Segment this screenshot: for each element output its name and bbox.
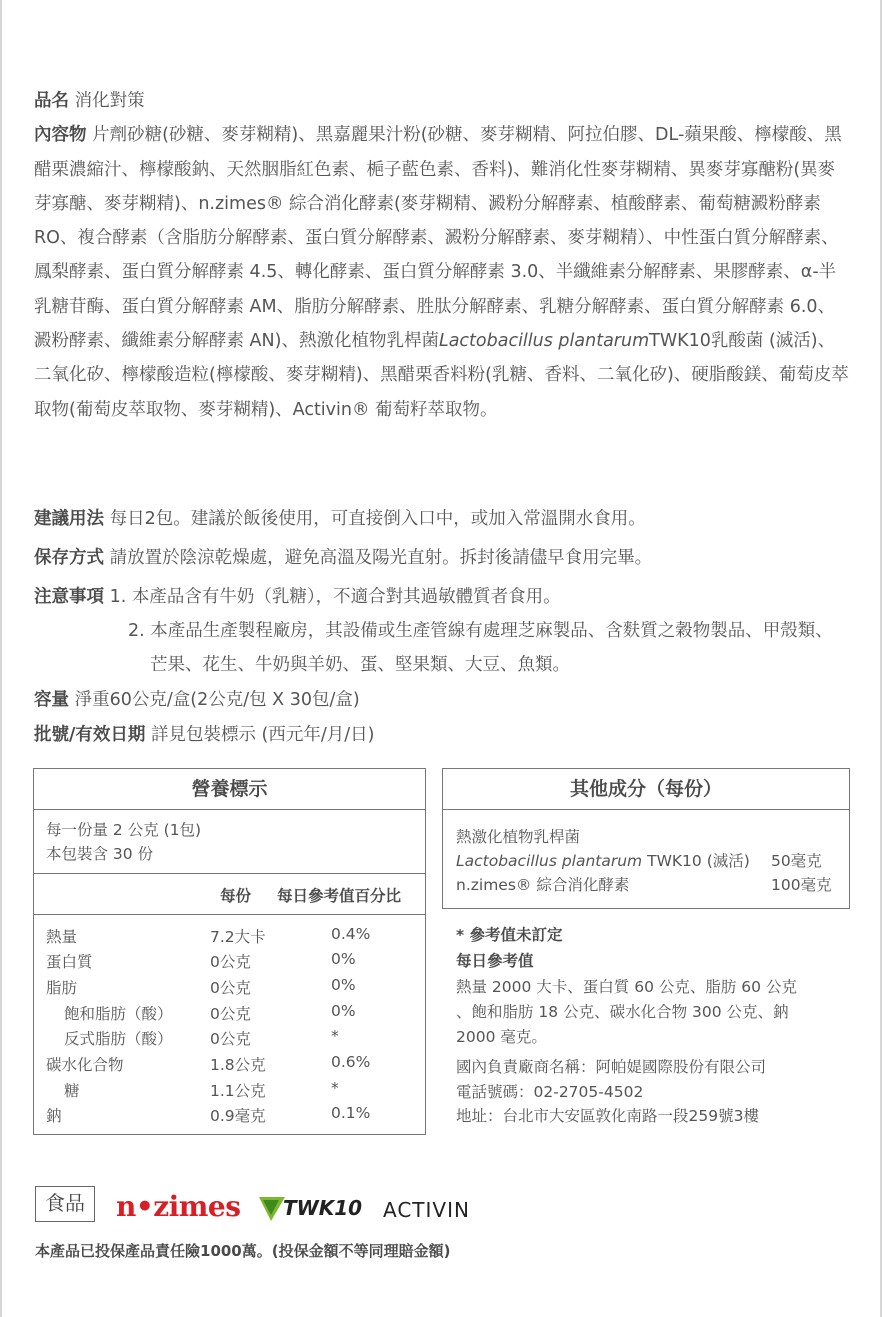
- phone: 電話號碼：02-2705-4502: [456, 1083, 644, 1101]
- nutrient-daily-value: 0%: [331, 976, 356, 994]
- nutrient-name: 鈉: [46, 1107, 62, 1125]
- col-daily-value: 每日參考值百分比: [277, 887, 402, 905]
- nutrient-per-serving: 1.1公克: [210, 1082, 266, 1100]
- capacity: [34, 686, 360, 711]
- lot-expiry: [34, 721, 375, 746]
- lot-label: 批號/有效日期: [34, 725, 146, 745]
- nutrient-daily-value: 0.4%: [331, 925, 371, 943]
- nutrient-per-serving: 1.8公克: [210, 1056, 266, 1074]
- nutrient-per-serving: 0公克: [210, 1005, 251, 1023]
- other-ingredients-table: [442, 768, 850, 909]
- nutrient-daily-value: *: [331, 1027, 339, 1045]
- twk10-text: TWK10: [283, 1196, 363, 1220]
- storage: [34, 544, 652, 569]
- other-item-1-value: 50毫克: [771, 852, 822, 870]
- food-mark: 食品: [35, 1186, 95, 1222]
- other-item-1-line1: 熱激化植物乳桿菌: [456, 828, 581, 846]
- lot-value: 詳見包裝標示 (西元年/月/日): [150, 725, 375, 745]
- other-item-2-name: n.zimes® 綜合消化酵素: [456, 876, 630, 894]
- nutrient-per-serving: 0公克: [210, 1030, 251, 1048]
- contents-text-2: TWK10乳酸菌 (滅活)、二氧化矽、檸檬酸造粒(檸檬酸、麥芽糊精)、黑醋栗香料粉(乳糖、香料、二氧化矽)、硬脂酸鎂、葡萄皮萃取物(葡萄皮萃取物、麥芽糊精)、Activin® 葡萄籽萃取物。: [34, 331, 849, 420]
- nzimes-logo: n•zimes: [116, 1190, 241, 1223]
- notes-label: 注意事項: [34, 587, 104, 607]
- nutrient-per-serving: 0.9毫克: [210, 1107, 266, 1125]
- serving-size: 每一份量 2 公克 (1包): [46, 821, 202, 839]
- insurance-note: 本產品已投保產品責任險1000萬。(投保金額不等同理賠金額): [35, 1242, 451, 1260]
- nutrient-name: 熱量: [46, 928, 78, 946]
- notes: [34, 583, 561, 608]
- other-item-1-rest: TWK10 (滅活): [642, 852, 750, 870]
- daily-ref-line-3: 2000 毫克。: [456, 1028, 547, 1046]
- other-item-1-line2: [456, 849, 750, 871]
- twk10-logo: [257, 1193, 363, 1227]
- address: 地址：台北市大安區敦化南路一段259號3樓: [456, 1107, 759, 1125]
- other-title: 其他成分（每份）: [443, 769, 849, 810]
- nutrition-row: [34, 1079, 425, 1104]
- note-1: 1. 本產品含有牛奶（乳糖），不適合對其過敏體質者食用。: [109, 587, 561, 607]
- serving-info: [34, 810, 425, 874]
- nutrition-column-headers: [34, 874, 425, 915]
- other-item-1-italic: Lactobacillus plantarum: [456, 852, 643, 870]
- nutrition-row: [34, 976, 425, 1001]
- usage-label: 建議用法: [34, 509, 104, 529]
- capacity-label: 容量: [34, 690, 69, 710]
- nutrition-row: [34, 925, 425, 950]
- nutrient-name: 反式脂肪（酸）: [64, 1030, 173, 1048]
- nutrient-name: 糖: [64, 1082, 80, 1100]
- product-name: [34, 84, 849, 118]
- usage-value: 每日2包。建議於飯後使用，可直接倒入口中，或加入常溫開水食用。: [109, 509, 646, 529]
- dv-note: * 參考值未訂定: [456, 926, 563, 944]
- nutrient-per-serving: 0公克: [210, 953, 251, 971]
- contents: [34, 118, 849, 427]
- nutrient-daily-value: 0%: [331, 1002, 356, 1020]
- nutrient-daily-value: 0.1%: [331, 1104, 371, 1122]
- daily-ref-line-2: 、飽和脂肪 18 公克、碳水化合物 300 公克、鈉: [456, 1003, 789, 1021]
- note-2-wrap: [128, 614, 848, 682]
- storage-label: 保存方式: [34, 548, 104, 568]
- nutrient-per-serving: 7.2大卡: [210, 928, 266, 946]
- nutrition-row: [34, 1002, 425, 1027]
- contents-text-1: 片劑砂糖(砂糖、麥芽糊精)、黑嘉麗果汁粉(砂糖、麥芽糊精、阿拉伯膠、DL-蘋果酸、檸檬酸、黑醋栗濃縮汁、檸檬酸鈉、天然胭脂紅色素、梔子藍色素、香料)、難消化性麥芽糊精、異麥芽寡醣粉(異麥芽寡醣、麥芽糊精)、n.zimes® 綜合消化酵素(麥芽糊精、澱粉分解酵素、植酸酵素、葡萄糖澱粉酵素RO、複合酵素（含脂肪分解酵素、蛋白質分解酵素、澱粉分解酵素、麥芽糊精）、中性蛋白質分解酵素、鳳梨酵素、蛋白質分解酵素 4.5、轉化酵素、蛋白質分解酵素 3.0、半纖維素分解酵素、果膠酵素、α-半乳糖苷酶、蛋白質分解酵素 AM、脂肪分解酵素、胜肽分解酵素、乳糖分解酵素、蛋白質分解酵素 6.0、澱粉酵素、纖維素分解酵素 AN)、熱激化植物乳桿菌: [34, 125, 842, 352]
- activin-logo: ACTIVIN: [383, 1198, 470, 1222]
- nutrient-name: 蛋白質: [46, 953, 93, 971]
- storage-value: 請放置於陰涼乾燥處，避免高溫及陽光直射。拆封後請儘早食用完畢。: [109, 548, 653, 568]
- nutrition-table: [33, 768, 426, 1135]
- name-label: 品名: [34, 91, 69, 111]
- col-per-serving: 每份: [220, 887, 252, 905]
- nutrition-row: [34, 1104, 425, 1129]
- note-2: 2. 本產品生產製程廠房，其設備或生產管線有處理芝麻製品、含麩質之穀物製品、甲殼類、芒果、花生、牛奶與羊奶、蛋、堅果類、大豆、魚類。: [128, 621, 833, 675]
- nutrient-daily-value: 0.6%: [331, 1053, 371, 1071]
- contents-label: 內容物: [34, 125, 87, 146]
- nutrient-per-serving: 0公克: [210, 979, 251, 997]
- nutrition-row: [34, 1053, 425, 1078]
- servings-per-pack: 本包裝含 30 份: [46, 845, 154, 863]
- other-item-2-value: 100毫克: [771, 876, 832, 894]
- daily-ref-line-1: 熱量 2000 大卡、蛋白質 60 公克、脂肪 60 公克: [456, 978, 797, 996]
- nutrition-title: 營養標示: [34, 769, 425, 810]
- manufacturer: 國內負責廠商名稱：阿帕媞國際股份有限公司: [456, 1058, 767, 1076]
- usage: [34, 505, 646, 530]
- nutrition-row: [34, 1027, 425, 1052]
- nutrient-name: 碳水化合物: [46, 1056, 124, 1074]
- contents-italic: Lactobacillus plantarum: [438, 331, 650, 352]
- nutrient-name: 脂肪: [46, 979, 78, 997]
- name-value: 消化對策: [74, 91, 145, 111]
- nutrient-name: 飽和脂肪（酸）: [64, 1005, 173, 1023]
- nutrient-daily-value: *: [331, 1079, 339, 1097]
- daily-ref-title: 每日參考值: [456, 952, 534, 970]
- product-details: [34, 84, 849, 427]
- nutrition-row: [34, 950, 425, 975]
- capacity-value: 淨重60公克/盒(2公克/包 X 30包/盒): [74, 690, 360, 710]
- nutrient-daily-value: 0%: [331, 950, 356, 968]
